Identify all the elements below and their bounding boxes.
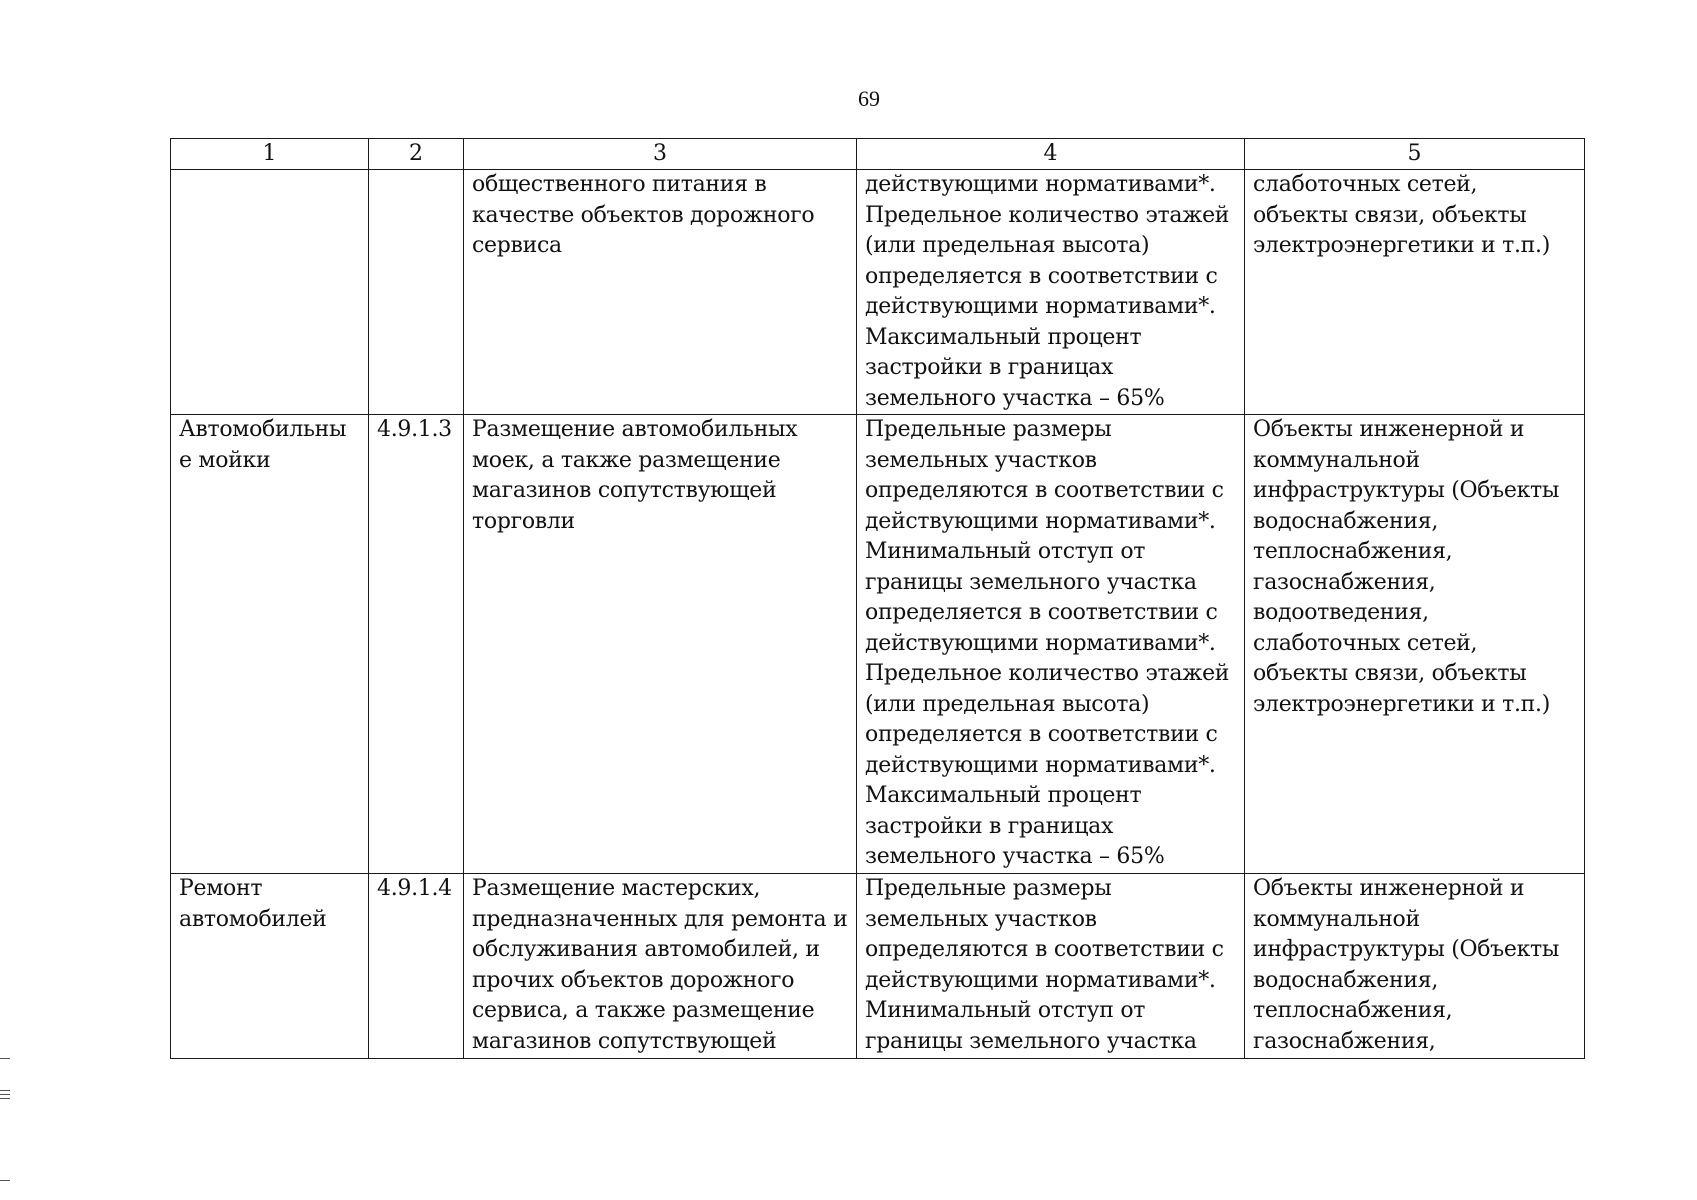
construction-parameters: Предельные размеры земельных участков определяются в соответствии с действующими нормативами*. Минимальный отступ от границы земельного участка — [857, 874, 1245, 1059]
scan-margin-mark — [0, 1180, 10, 1181]
auxiliary-uses: слаботочных сетей, объекты связи, объекты электроэнергетики и т.п.) — [1245, 170, 1585, 415]
construction-parameters: Предельные размеры земельных участков определяются в соответствии с действующими нормативами*. Минимальный отступ от границы земельного участка определяется в соответствии с действующими нормативами*. Предельное количество этажей (или предельная высота) определяется в соответствии с действующими нормативами*. Максимальный процент застройки в границах земельного участка – 65% — [857, 415, 1245, 874]
column-header-2: 2 — [369, 139, 464, 170]
use-description: Размещение мастерских, предназначенных для ремонта и обслуживания автомобилей, и прочих объектов дорожного сервиса, а также размещение магазинов сопутствующей — [464, 874, 857, 1059]
permitted-use-name: Ремонт автомобилей — [171, 874, 369, 1059]
classifier-code — [369, 170, 464, 415]
use-description: общественного питания в качестве объектов дорожного сервиса — [464, 170, 857, 415]
scan-margin-mark — [0, 1058, 10, 1059]
scan-margin-mark — [0, 1090, 10, 1091]
table-row — [171, 874, 1585, 1059]
page-number: 69 — [858, 86, 880, 111]
classifier-code: 4.9.1.4 — [369, 874, 464, 1059]
auxiliary-uses: Объекты инженерной и коммунальной инфраструктуры (Объекты водоснабжения, теплоснабжения, газоснабжения, — [1245, 874, 1585, 1059]
column-header-3: 3 — [464, 139, 857, 170]
table-row — [171, 415, 1585, 874]
scan-margin-mark — [0, 1094, 10, 1095]
permitted-use-name: Автомобильны е мойки — [171, 415, 369, 874]
column-header-5: 5 — [1245, 139, 1585, 170]
scan-margin-mark — [0, 1098, 10, 1099]
permitted-use-name — [171, 170, 369, 415]
column-header-1: 1 — [171, 139, 369, 170]
regulations-table — [170, 138, 1585, 1059]
auxiliary-uses: Объекты инженерной и коммунальной инфраструктуры (Объекты водоснабжения, теплоснабжения, газоснабжения, водоотведения, слаботочных сетей, объекты связи, объекты электроэнергетики и т.п.) — [1245, 415, 1585, 874]
column-header-4: 4 — [857, 139, 1245, 170]
classifier-code: 4.9.1.3 — [369, 415, 464, 874]
use-description: Размещение автомобильных моек, а также размещение магазинов сопутствующей торговли — [464, 415, 857, 874]
table-row — [171, 170, 1585, 415]
construction-parameters: действующими нормативами*. Предельное количество этажей (или предельная высота) определяется в соответствии с действующими нормативами*. Максимальный процент застройки в границах земельного участка – 65% — [857, 170, 1245, 415]
table-header-row — [171, 139, 1585, 170]
